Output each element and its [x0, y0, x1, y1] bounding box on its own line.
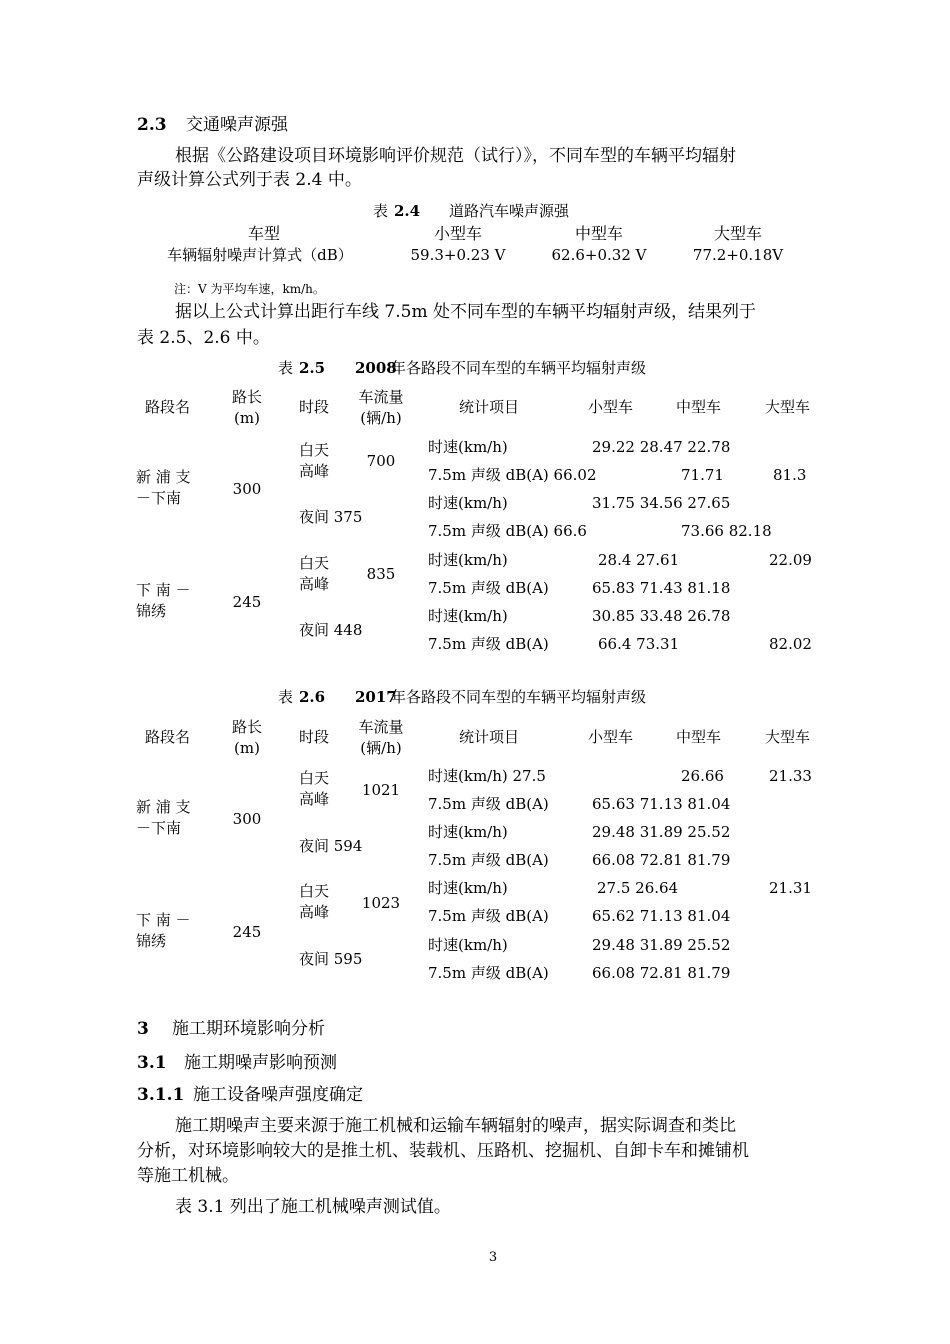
- segment-length: 300: [232, 480, 262, 498]
- segment-name: 新 浦 支: [136, 468, 191, 486]
- segment-name: －下南: [136, 819, 182, 837]
- paragraph-line: 据以上公式计算出距行车线 7.5m 处不同车型的车辆平均辐射声级，结果列于: [175, 302, 756, 322]
- period-day: 白天: [299, 554, 330, 572]
- stat-values: 29.48 31.89 25.52: [592, 936, 731, 954]
- stat-values: 65.63 71.13 81.04: [592, 795, 731, 813]
- stat-item: 7.5m 声级 dB(A): [428, 964, 549, 982]
- stat-values: 66.08 72.81 81.79: [592, 851, 731, 869]
- period-day: 白天: [299, 769, 330, 787]
- table-caption-title: 年各路段不同车型的车辆平均辐射声级: [391, 688, 647, 706]
- segment-name: 下 南 －: [136, 581, 191, 599]
- table-caption-year: 2008: [355, 359, 397, 377]
- section-title: 施工设备噪声强度确定: [193, 1085, 363, 1105]
- table-cell: 62.6+0.32 V: [551, 246, 647, 264]
- stat-item: 7.5m 声级 dB(A): [428, 907, 549, 925]
- header-flow: 车流量: [358, 388, 404, 406]
- table-caption-number: 2.6: [299, 688, 326, 706]
- period-day: 白天: [299, 441, 330, 459]
- table-caption-title: 年各路段不同车型的车辆平均辐射声级: [391, 359, 647, 377]
- table-header-cell: 大型车: [713, 224, 763, 243]
- table-note: 注：V 为平均车速，km/h。: [174, 282, 325, 296]
- header-mid: 中型车: [676, 728, 722, 746]
- header-road: 路段名: [145, 728, 191, 746]
- stat-values: 73.66 82.18: [681, 522, 772, 540]
- stat-values: 71.71: [681, 466, 724, 484]
- stat-item: 7.5m 声级 dB(A): [428, 579, 549, 597]
- stat-values: 26.66: [681, 767, 724, 785]
- period-day: 高峰: [299, 575, 330, 593]
- section-number: 3.1.1: [137, 1085, 185, 1105]
- segment-length: 245: [232, 593, 262, 611]
- header-period: 时段: [299, 398, 330, 416]
- paragraph-line: 声级计算公式列于表 2.4 中。: [137, 170, 362, 190]
- table-caption-prefix: 表: [278, 359, 294, 377]
- day-flow: 835: [366, 565, 396, 583]
- day-flow: 700: [366, 452, 396, 470]
- table-caption-title: 道路汽车噪声源强: [449, 202, 570, 220]
- stat-values: 82.02: [769, 635, 812, 653]
- period-night: 夜间 375: [299, 508, 363, 526]
- section-title: 施工期环境影响分析: [172, 1019, 325, 1039]
- header-length: 路长: [231, 718, 263, 736]
- stat-item: 时速(km/h): [428, 551, 508, 569]
- section-title: 施工期噪声影响预测: [184, 1053, 337, 1073]
- table-caption-prefix: 表: [373, 202, 389, 220]
- table-cell: 59.3+0.23 V: [410, 246, 506, 264]
- header-small: 小型车: [588, 398, 634, 416]
- period-day: 高峰: [299, 790, 330, 808]
- table-caption-number: 2.4: [394, 202, 421, 220]
- section-number: 3: [137, 1019, 149, 1039]
- header-length: 路长: [231, 388, 263, 406]
- segment-length: 245: [232, 923, 262, 941]
- stat-values: 66.4 73.31: [598, 635, 680, 653]
- stat-item: 7.5m 声级 dB(A): [428, 851, 549, 869]
- stat-item: 7.5m 声级 dB(A): [428, 795, 549, 813]
- page-number: 3: [488, 1250, 498, 1265]
- stat-values: 31.75 34.56 27.65: [592, 494, 731, 512]
- segment-name: 新 浦 支: [136, 798, 191, 816]
- table-caption-year: 2017: [355, 688, 397, 706]
- table-header-cell: 中型车: [574, 224, 624, 243]
- table-row-label: 车辆辐射噪声计算式（dB）: [167, 246, 353, 264]
- header-flow-unit: (辆/h): [360, 409, 402, 427]
- stat-values: 81.3: [773, 466, 807, 484]
- period-day: 高峰: [299, 903, 330, 921]
- header-large: 大型车: [765, 398, 811, 416]
- table-caption-prefix: 表: [278, 688, 294, 706]
- stat-values: 28.4 27.61: [598, 551, 680, 569]
- period-day: 高峰: [299, 462, 330, 480]
- stat-item: 时速(km/h): [428, 607, 508, 625]
- section-number: 2.3: [137, 115, 167, 135]
- period-night: 夜间 594: [299, 837, 363, 855]
- header-small: 小型车: [588, 728, 634, 746]
- header-period: 时段: [299, 728, 330, 746]
- paragraph-line: 根据《公路建设项目环境影响评价规范（试行）》，不同车型的车辆平均辐射: [175, 146, 736, 166]
- header-flow: 车流量: [358, 718, 404, 736]
- stat-values: 29.48 31.89 25.52: [592, 823, 731, 841]
- segment-name: －下南: [136, 489, 182, 507]
- section-number: 3.1: [137, 1053, 167, 1073]
- paragraph-line: 表 2.5、2.6 中。: [137, 328, 270, 348]
- header-length-unit: (m): [234, 739, 260, 757]
- stat-values: 65.83 71.43 81.18: [592, 579, 731, 597]
- table-caption-number: 2.5: [299, 359, 326, 377]
- section-title: 交通噪声源强: [186, 115, 288, 135]
- header-item: 统计项目: [459, 398, 520, 416]
- stat-item: 7.5m 声级 dB(A) 66.02: [428, 466, 597, 484]
- stat-item: 7.5m 声级 dB(A): [428, 635, 549, 653]
- paragraph-line: 等施工机械。: [137, 1166, 239, 1186]
- header-flow-unit: (辆/h): [360, 739, 402, 757]
- stat-item: 时速(km/h): [428, 494, 508, 512]
- paragraph-line: 表 3.1 列出了施工机械噪声测试值。: [175, 1197, 451, 1217]
- table-header-cell: 车型: [247, 224, 281, 243]
- segment-name: 下 南 －: [136, 911, 191, 929]
- day-flow: 1023: [361, 894, 401, 912]
- segment-name: 锦绣: [136, 602, 167, 620]
- stat-item: 时速(km/h): [428, 879, 508, 897]
- paragraph-line: 施工期噪声主要来源于施工机械和运输车辆辐射的噪声，据实际调查和类比: [175, 1116, 736, 1136]
- header-large: 大型车: [765, 728, 811, 746]
- header-length-unit: (m): [234, 409, 260, 427]
- segment-length: 300: [232, 810, 262, 828]
- stat-values: 27.5 26.64: [597, 879, 679, 897]
- header-road: 路段名: [145, 398, 191, 416]
- stat-item: 时速(km/h) 27.5: [428, 767, 546, 785]
- stat-values: 22.09: [769, 551, 812, 569]
- day-flow: 1021: [361, 781, 401, 799]
- header-mid: 中型车: [676, 398, 722, 416]
- stat-item: 时速(km/h): [428, 823, 508, 841]
- paragraph-line: 分析，对环境影响较大的是推土机、装载机、压路机、挖掘机、自卸卡车和摊铺机: [137, 1141, 749, 1161]
- segment-name: 锦绣: [136, 932, 167, 950]
- stat-values: 29.22 28.47 22.78: [592, 438, 731, 456]
- stat-item: 时速(km/h): [428, 438, 508, 456]
- stat-item: 时速(km/h): [428, 936, 508, 954]
- period-day: 白天: [299, 882, 330, 900]
- period-night: 夜间 448: [299, 621, 363, 639]
- stat-values: 65.62 71.13 81.04: [592, 907, 731, 925]
- period-night: 夜间 595: [299, 950, 363, 968]
- stat-item: 7.5m 声级 dB(A) 66.6: [428, 522, 587, 540]
- stat-values: 21.31: [769, 879, 812, 897]
- table-header-cell: 小型车: [433, 224, 483, 243]
- table-cell: 77.2+0.18V: [692, 246, 784, 264]
- stat-values: 66.08 72.81 81.79: [592, 964, 731, 982]
- header-item: 统计项目: [459, 728, 520, 746]
- stat-values: 21.33: [769, 767, 812, 785]
- stat-values: 30.85 33.48 26.78: [592, 607, 731, 625]
